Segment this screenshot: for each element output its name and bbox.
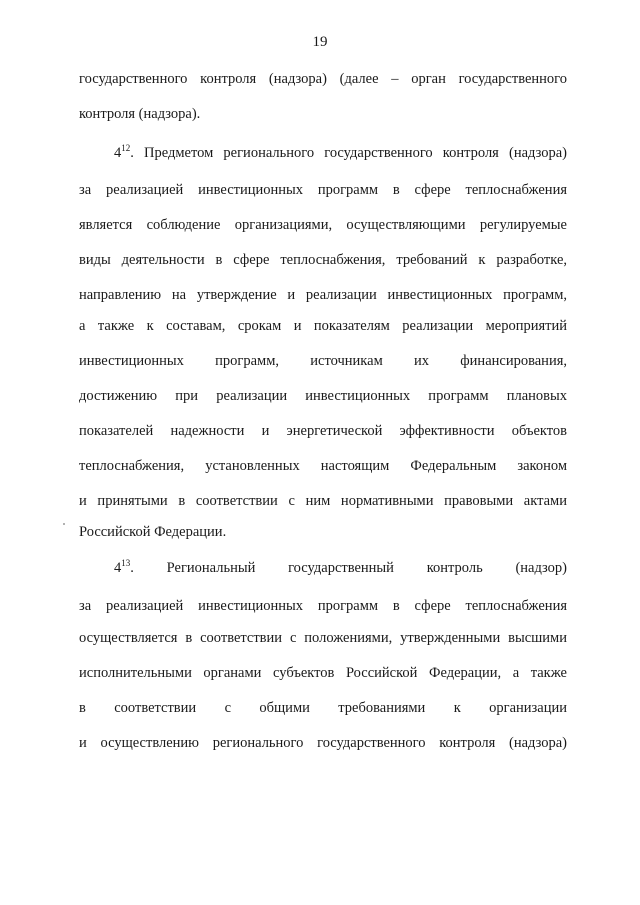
paragraph-3-line: осуществляется в соответствии с положениями, утвержденными высшими — [79, 630, 567, 646]
paragraph-1-line: контроля (надзора). — [79, 106, 201, 122]
paragraph-2-line: направлению на утверждение и реализации инвестиционных программ, — [79, 287, 567, 303]
paragraph-2-line: виды деятельности в сфере теплоснабжения, требований к разработке, — [79, 252, 567, 268]
paragraph-1-line: государственного контроля (надзора) (далее – орган государственного — [79, 71, 567, 87]
paragraph-2-line: показателей надежности и энергетической эффективности объектов — [79, 423, 567, 439]
paragraph-2-number: 4 — [114, 145, 122, 161]
paragraph-2-line: является соблюдение организациями, осуществляющими регулируемые — [79, 217, 567, 233]
paragraph-2-line: теплоснабжения, установленных настоящим Федеральным законом — [79, 458, 567, 474]
paragraph-2-line: за реализацией инвестиционных программ в сфере теплоснабжения — [79, 182, 567, 198]
paragraph-2-line: и принятыми в соответствии с ним нормативными правовыми актами — [79, 493, 567, 509]
paragraph-2-line: достижению при реализации инвестиционных программ плановых — [79, 388, 567, 404]
paragraph-3-line: и осуществлению регионального государственного контроля (надзора) — [79, 735, 567, 751]
paragraph-2-line: Российской Федерации. — [79, 524, 227, 540]
paragraph-3-superscript: 13 — [121, 558, 131, 568]
paragraph-3-first-line-text: . Региональный государственный контроль (надзор) — [130, 560, 567, 576]
paragraph-3-first-line — [114, 558, 567, 578]
paragraph-2-line: а также к составам, срокам и показателям реализации мероприятий — [79, 318, 567, 334]
paragraph-2-first-line-text: . Предметом регионального государственного контроля (надзора) — [130, 145, 567, 161]
paragraph-3-line: исполнительными органами субъектов Российской Федерации, а также — [79, 665, 567, 681]
page-number: 19 — [312, 34, 328, 50]
paragraph-2-line: инвестиционных программ, источникам их финансирования, — [79, 353, 567, 369]
scan-speck — [63, 523, 65, 525]
paragraph-3-line: в соответствии с общими требованиями к организации — [79, 700, 567, 716]
paragraph-2-first-line — [114, 143, 567, 163]
paragraph-2-superscript: 12 — [121, 143, 131, 153]
paragraph-3-line: за реализацией инвестиционных программ в сфере теплоснабжения — [79, 598, 567, 614]
paragraph-3-number: 4 — [114, 560, 122, 576]
